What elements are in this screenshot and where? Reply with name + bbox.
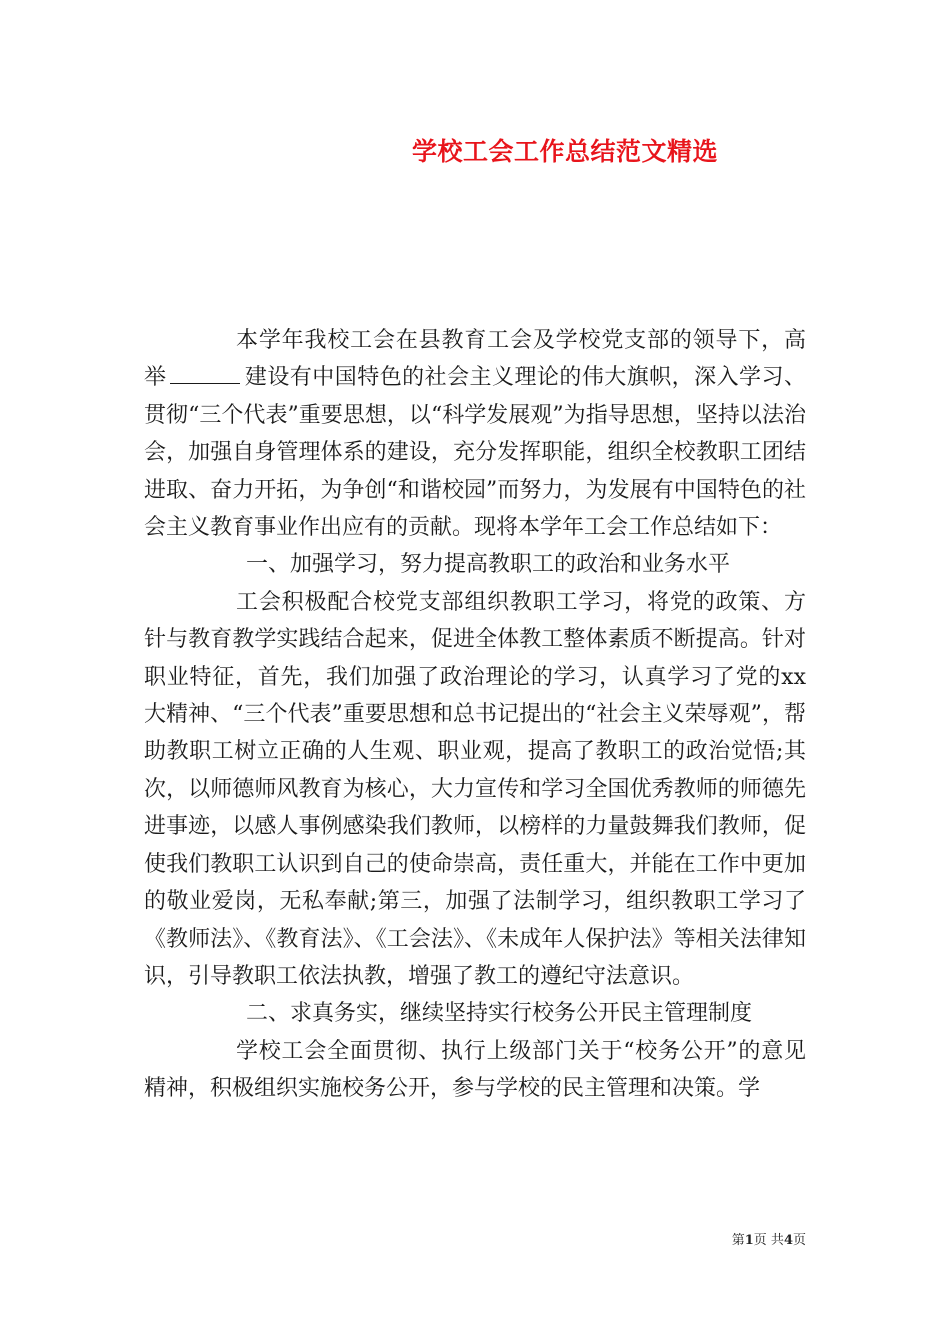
current-page-number: 1	[744, 1233, 754, 1248]
intro-text-part2: 建设有中国特色的社会主义理论的伟大旗帜，深入学习、贯彻“三个代表”重要思想，以“科学发展观”为指导思想，坚持以法治会，加强自身管理体系的建设，充分发挥职能，组织全校教职工团结进取、奋力开拓，为争创“和谐校园”而努力，为发展有中国特色的社会主义教育事业作出应有的贡献。现将本学年工会工作总结如下：	[144, 365, 806, 541]
footer-prefix: 第	[731, 1233, 745, 1248]
document-title: 学校工会工作总结范文精选	[411, 137, 718, 166]
footer-suffix: 页	[792, 1233, 806, 1248]
page-footer	[732, 1229, 806, 1248]
section-2-paragraph: 学校工会全面贯彻、执行上级部门关于“校务公开”的意见精神，积极组织实施校务公开，参与学校的民主管理和决策。学	[144, 1038, 806, 1102]
section-1-heading: 一、加强学习，努力提高教职工的政治和业务水平	[246, 552, 731, 578]
section-1-paragraph: 工会积极配合校党支部组织教职工学习，将党的政策、方针与教育教学实践结合起来，促进全体教工整体素质不断提高。针对职业特征，首先，我们加强了政治理论的学习，认真学习了党的xx大精神、“三个代表”重要思想和总书记提出的“社会主义荣辱观”，帮助教职工树立正确的人生观、职业观，提高了教职工的政治觉悟;其次，以师德师风教育为核心，大力宣传和学习全国优秀教师的师德先进事迹，以感人事例感染我们教师，以榜样的力量鼓舞我们教师，促使我们教职工认识到自己的使命崇高，责任重大，并能在工作中更加的敬业爱岗，无私奉献;第三，加强了法制学习，组织教职工学习了《教师法》、《教育法》、《工会法》、《未成年人保护法》等相关法律知识，引导教职工依法执教，增强了教工的遵纪守法意识。	[144, 589, 806, 989]
intro-paragraph	[144, 322, 806, 546]
section-2-heading: 二、求真务实，继续坚持实行校务公开民主管理制度	[246, 1001, 753, 1027]
total-pages-number: 4	[783, 1233, 793, 1248]
footer-middle: 页 共	[753, 1233, 784, 1248]
fill-in-blank	[170, 365, 240, 384]
intro-text-part1: 本学年我校工会在县教育工会及学校党支部的领导下，高举	[144, 328, 806, 391]
document-body	[144, 322, 806, 1108]
